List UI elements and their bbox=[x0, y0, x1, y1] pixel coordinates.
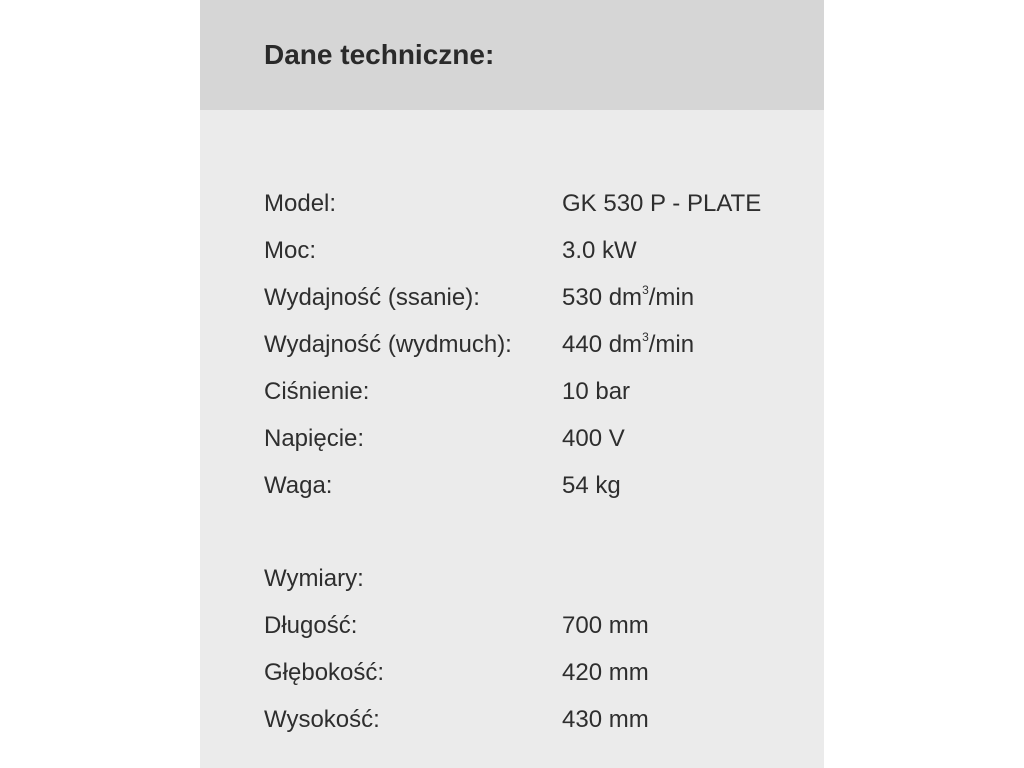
spec-label: Ciśnienie: bbox=[264, 378, 370, 405]
spec-row-depth bbox=[264, 649, 804, 696]
spec-value: 430 mm bbox=[562, 706, 649, 733]
spec-value bbox=[562, 274, 694, 321]
spec-row-model bbox=[264, 180, 804, 227]
dimensions-heading-row bbox=[264, 555, 804, 602]
spec-label: Wydajność (wydmuch): bbox=[264, 331, 512, 358]
spec-value: 10 bar bbox=[562, 378, 631, 405]
spec-value-unit: /min bbox=[648, 284, 695, 311]
spec-value-number: 440 dm bbox=[562, 331, 643, 358]
spec-value: GK 530 P - PLATE bbox=[562, 190, 762, 217]
spec-row-length bbox=[264, 602, 804, 649]
spec-value bbox=[562, 321, 694, 368]
spec-value: 3.0 kW bbox=[562, 237, 637, 264]
spec-row-power bbox=[264, 227, 804, 274]
spec-label: Wysokość: bbox=[264, 706, 380, 733]
spec-label: Moc: bbox=[264, 237, 317, 264]
spec-value: 54 kg bbox=[562, 472, 621, 499]
spec-row-blow-capacity bbox=[264, 321, 804, 368]
spec-row-suction-capacity bbox=[264, 274, 804, 321]
spec-value: 400 V bbox=[562, 425, 625, 452]
spec-row-pressure bbox=[264, 368, 804, 415]
spec-label: Długość: bbox=[264, 612, 358, 639]
spec-list bbox=[264, 180, 804, 743]
spec-value-exponent: 3 bbox=[642, 330, 649, 344]
spec-value: 420 mm bbox=[562, 659, 649, 686]
section-spacer bbox=[264, 509, 804, 555]
spec-label: Waga: bbox=[264, 472, 333, 499]
page-title: Dane techniczne: bbox=[264, 39, 495, 70]
spec-value: 700 mm bbox=[562, 612, 649, 639]
spec-row-height bbox=[264, 696, 804, 743]
spec-value-unit: /min bbox=[648, 331, 695, 358]
spec-label: Głębokość: bbox=[264, 659, 385, 686]
spec-panel bbox=[200, 0, 824, 768]
dimensions-heading: Wymiary: bbox=[264, 565, 364, 592]
spec-label: Napięcie: bbox=[264, 425, 365, 452]
spec-row-weight bbox=[264, 462, 804, 509]
spec-label: Model: bbox=[264, 190, 337, 217]
spec-value-number: 530 dm bbox=[562, 284, 643, 311]
spec-row-voltage bbox=[264, 415, 804, 462]
spec-label: Wydajność (ssanie): bbox=[264, 284, 480, 311]
spec-value-exponent: 3 bbox=[642, 283, 649, 297]
spec-header bbox=[200, 0, 824, 110]
